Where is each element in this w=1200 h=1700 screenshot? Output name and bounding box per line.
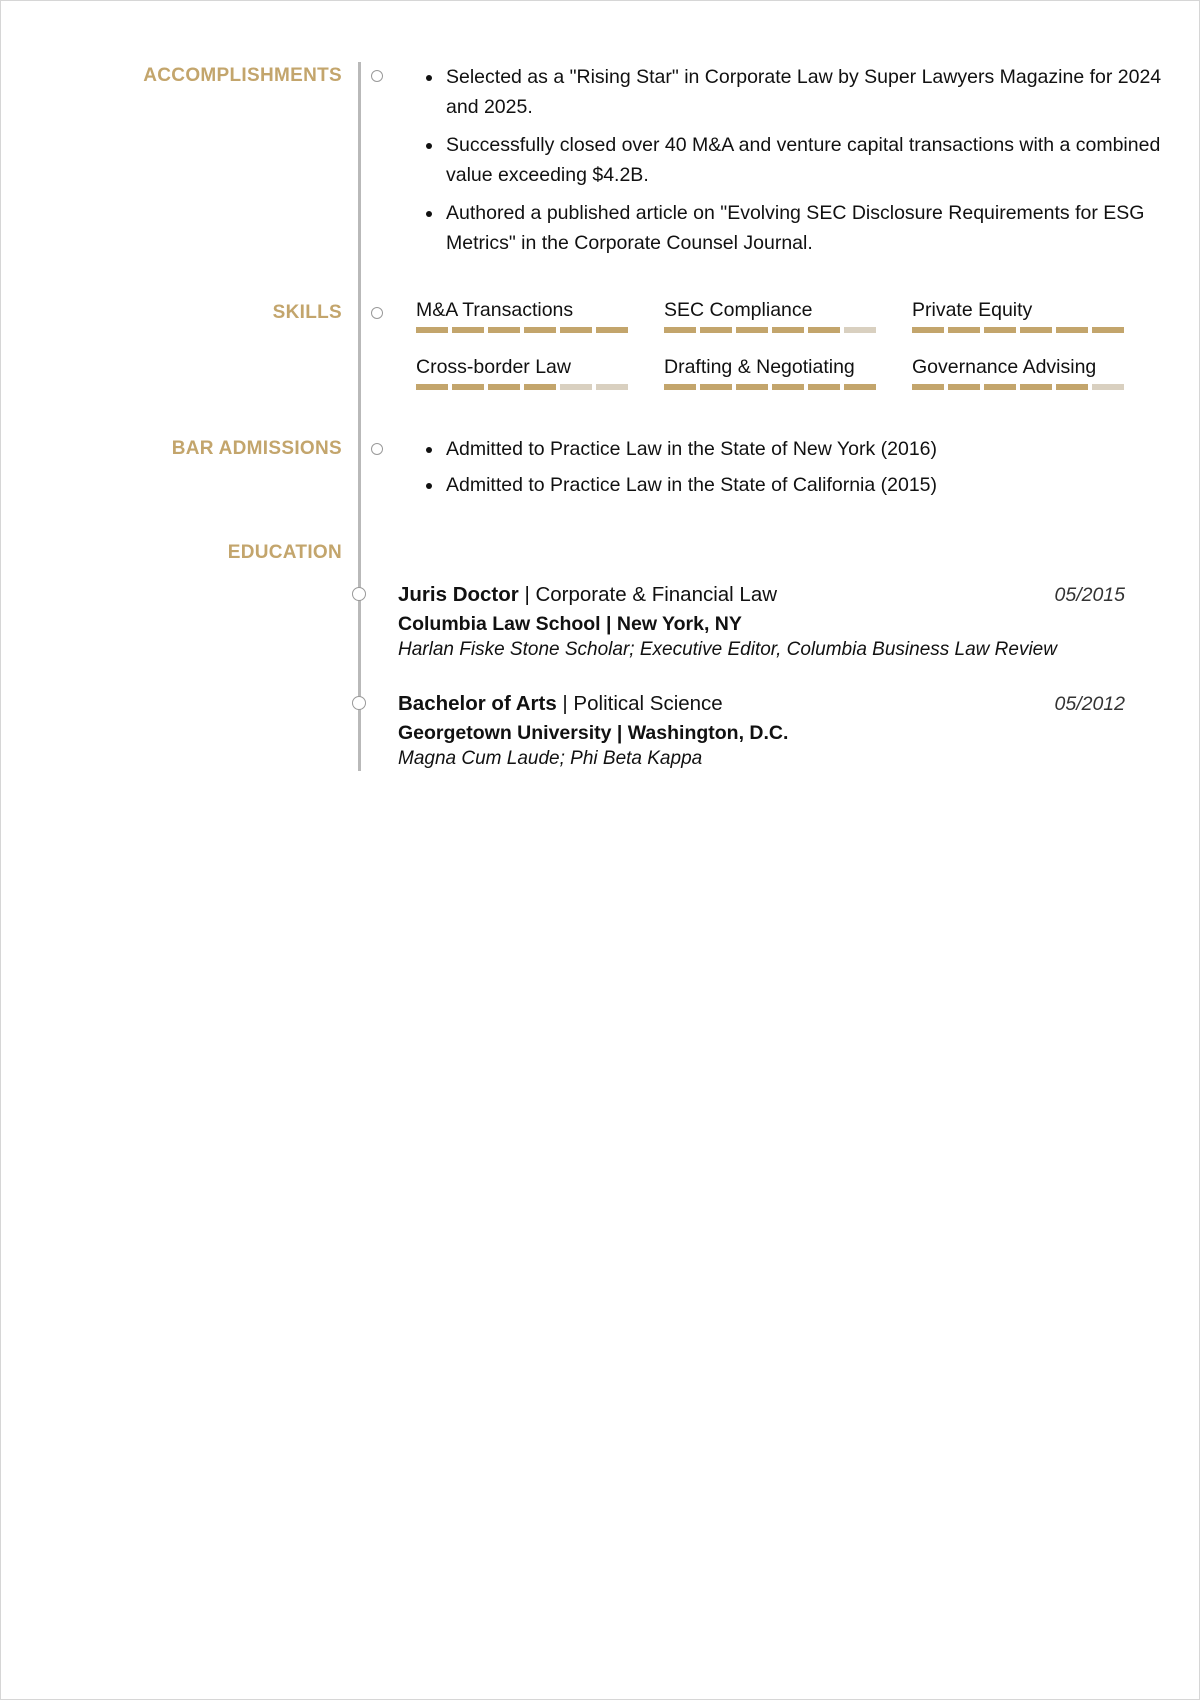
degree-line: [398, 582, 1125, 608]
skill-segment-filled: [664, 384, 696, 390]
education-heading: EDUCATION: [227, 542, 342, 563]
honors-text: Magna Cum Laude; Phi Beta Kappa: [398, 748, 703, 769]
skill-segment-filled: [1020, 327, 1052, 333]
skill-segment-filled: [664, 327, 696, 333]
skill-segment-filled: [984, 384, 1016, 390]
accomplishments-heading: ACCOMPLISHMENTS: [143, 65, 342, 86]
skill-level-bar: [912, 327, 1124, 333]
skill-segment-filled: [488, 327, 520, 333]
skill-item: [416, 298, 628, 333]
skill-segment-filled: [948, 384, 980, 390]
skill-segment-empty: [1092, 384, 1124, 390]
skill-segment-filled: [524, 327, 556, 333]
skill-segment-filled: [596, 327, 628, 333]
skill-level-bar: [664, 327, 876, 333]
skill-segment-empty: [560, 384, 592, 390]
skill-name: Cross-border Law: [416, 356, 571, 378]
degree-title: Bachelor of Arts: [398, 692, 557, 715]
education-entry: [398, 582, 1125, 662]
education-node-icon: [352, 696, 366, 710]
skill-segment-filled: [844, 384, 876, 390]
skill-segment-filled: [808, 384, 840, 390]
bar-admission-item: • Admitted to Practice Law in the State of California (2015): [444, 470, 1164, 500]
bar-admissions-node-icon: [371, 443, 383, 455]
skill-level-bar: [664, 384, 876, 390]
accomplishment-item: • Authored a published article on "Evolving SEC Disclosure Requirements for ESG Metrics" in the Corporate Counsel Journal.: [444, 198, 1164, 258]
skill-segment-filled: [1056, 384, 1088, 390]
accomplishments-node-icon: [371, 70, 383, 82]
skill-item: [664, 298, 876, 333]
skill-item: [912, 355, 1124, 390]
education-node-icon: [352, 587, 366, 601]
skill-segment-filled: [560, 327, 592, 333]
skill-segment-filled: [452, 327, 484, 333]
honors-text: Harlan Fiske Stone Scholar; Executive Editor, Columbia Business Law Review: [398, 639, 1057, 660]
degree-field: | Political Science: [556, 692, 723, 715]
skill-segment-filled: [488, 384, 520, 390]
degree-title: Juris Doctor: [398, 583, 519, 606]
degree-line: [398, 691, 1125, 717]
education-entry: [398, 691, 1125, 771]
graduation-date: 05/2012: [1054, 693, 1125, 715]
accomplishment-item: • Selected as a "Rising Star" in Corporate Law by Super Lawyers Magazine for 2024 and 2025.: [444, 62, 1164, 122]
bar-admission-item: • Admitted to Practice Law in the State of New York (2016): [444, 434, 1164, 464]
skill-segment-filled: [984, 327, 1016, 333]
skill-segment-filled: [772, 384, 804, 390]
bar-admissions-list: [417, 434, 1164, 508]
school-name: Columbia Law School | New York, NY: [398, 613, 742, 635]
skills-node-icon: [371, 307, 383, 319]
timeline-line: [358, 62, 361, 771]
skill-segment-filled: [452, 384, 484, 390]
skill-segment-filled: [416, 384, 448, 390]
skill-segment-filled: [700, 384, 732, 390]
skill-segment-filled: [1020, 384, 1052, 390]
degree-field: | Corporate & Financial Law: [518, 583, 778, 606]
accomplishments-list: [417, 62, 1164, 266]
skill-segment-filled: [1092, 327, 1124, 333]
accomplishment-item: • Successfully closed over 40 M&A and venture capital transactions with a combined value exceeding $4.2B.: [444, 130, 1164, 190]
skill-segment-empty: [844, 327, 876, 333]
skills-heading: SKILLS: [272, 302, 342, 323]
school-name: Georgetown University | Washington, D.C.: [398, 722, 789, 744]
skill-segment-filled: [736, 327, 768, 333]
skill-item: [912, 298, 1124, 333]
skill-segment-filled: [772, 327, 804, 333]
skill-segment-filled: [912, 384, 944, 390]
skill-level-bar: [416, 384, 628, 390]
skill-segment-filled: [700, 327, 732, 333]
skill-name: SEC Compliance: [664, 299, 813, 321]
graduation-date: 05/2015: [1054, 584, 1125, 606]
skill-level-bar: [912, 384, 1124, 390]
skills-grid: [416, 298, 1126, 390]
skill-level-bar: [416, 327, 628, 333]
skill-segment-filled: [416, 327, 448, 333]
bar-admissions-heading: BAR ADMISSIONS: [171, 438, 342, 459]
skill-name: M&A Transactions: [416, 299, 574, 321]
skill-item: [664, 355, 876, 390]
skill-segment-filled: [948, 327, 980, 333]
skill-segment-filled: [736, 384, 768, 390]
skill-segment-filled: [808, 327, 840, 333]
skill-segment-filled: [912, 327, 944, 333]
skill-item: [416, 355, 628, 390]
skill-segment-filled: [524, 384, 556, 390]
skill-name: Private Equity: [912, 299, 1033, 321]
skill-name: Governance Advising: [912, 356, 1097, 378]
skill-name: Drafting & Negotiating: [664, 356, 855, 378]
skill-segment-empty: [596, 384, 628, 390]
skill-segment-filled: [1056, 327, 1088, 333]
